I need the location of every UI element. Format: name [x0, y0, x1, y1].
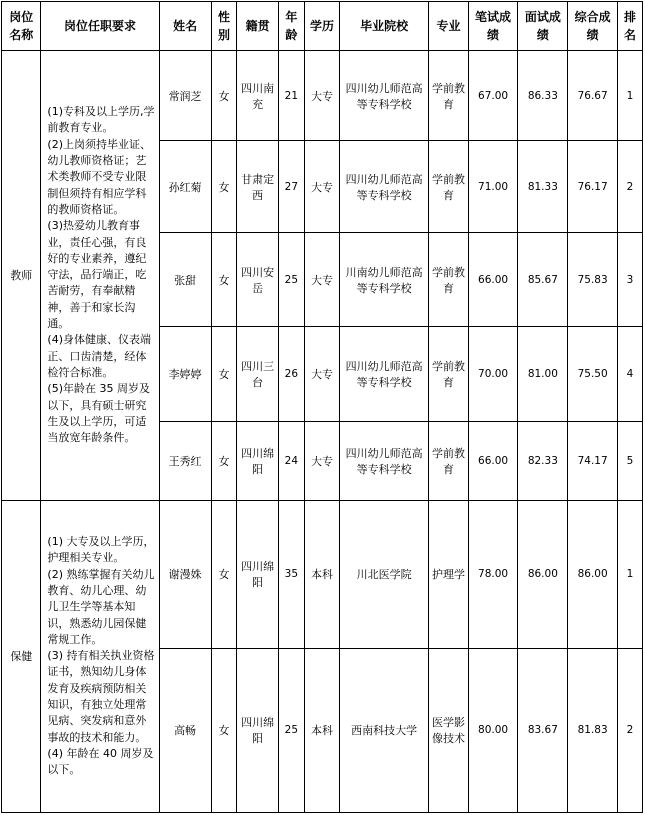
header-position: 岗位名称: [2, 2, 41, 51]
education-cell: 大专: [304, 51, 339, 141]
header-name: 姓名: [159, 2, 211, 51]
written-score-cell: 67.00: [468, 51, 518, 141]
school-cell: 四川幼儿师范高等专科学校: [340, 141, 429, 233]
position-cell: 教师: [2, 51, 41, 501]
total-score-cell: 76.67: [568, 51, 618, 141]
education-cell: 本科: [304, 648, 339, 812]
age-cell: 21: [278, 51, 304, 141]
total-score-cell: 86.00: [568, 500, 618, 648]
requirement-item: (2) 熟练掌握有关幼儿教育、幼儿心理、幼儿卫生学等基本知识，熟悉幼儿园保健常规工作。: [47, 567, 155, 646]
requirement-item: (5)年龄在 35 周岁及以下，具有硕士研究生及以上学历，可适当放宽年龄条件。: [47, 382, 150, 445]
name-cell: 谢漫姝: [159, 500, 211, 648]
education-cell: 本科: [304, 500, 339, 648]
written-score-cell: 66.00: [468, 233, 518, 327]
name-cell: 李婷婷: [159, 327, 211, 422]
native-place-cell: 四川安岳: [237, 233, 278, 327]
rank-cell: 5: [618, 422, 643, 500]
school-cell: 四川幼儿师范高等专科学校: [340, 422, 429, 500]
header-written: 笔试成绩: [468, 2, 518, 51]
rank-cell: 4: [618, 327, 643, 422]
age-cell: 25: [278, 233, 304, 327]
total-score-cell: 75.83: [568, 233, 618, 327]
header-rank: 排名: [618, 2, 643, 51]
gender-cell: 女: [211, 233, 237, 327]
rank-cell: 1: [618, 500, 643, 648]
native-place-cell: 四川绵阳: [237, 422, 278, 500]
header-school: 毕业院校: [340, 2, 429, 51]
interview-score-cell: 82.33: [518, 422, 568, 500]
age-cell: 27: [278, 141, 304, 233]
requirement-item: (4) 年龄在 40 周岁及以下。: [47, 746, 154, 777]
name-cell: 孙红菊: [159, 141, 211, 233]
total-score-cell: 74.17: [568, 422, 618, 500]
requirement-item: (1)专科及以上学历,学前教育专业。: [47, 105, 155, 135]
school-cell: 川南幼儿师范高等专科学校: [340, 233, 429, 327]
rank-cell: 1: [618, 51, 643, 141]
major-cell: 护理学: [429, 500, 468, 648]
major-cell: 学前教育: [429, 141, 468, 233]
header-row: [2, 2, 643, 51]
education-cell: 大专: [304, 422, 339, 500]
interview-score-cell: 85.67: [518, 233, 568, 327]
school-cell: 四川幼儿师范高等专科学校: [340, 327, 429, 422]
interview-score-cell: 86.33: [518, 51, 568, 141]
total-score-cell: 75.50: [568, 327, 618, 422]
native-place-cell: 四川绵阳: [237, 648, 278, 812]
written-score-cell: 70.00: [468, 327, 518, 422]
interview-score-cell: 86.00: [518, 500, 568, 648]
header-interview: 面试成绩: [518, 2, 568, 51]
education-cell: 大专: [304, 327, 339, 422]
total-score-cell: 81.83: [568, 648, 618, 812]
interview-score-cell: 81.33: [518, 141, 568, 233]
major-cell: 医学影像技术: [429, 648, 468, 812]
age-cell: 26: [278, 327, 304, 422]
age-cell: 24: [278, 422, 304, 500]
gender-cell: 女: [211, 648, 237, 812]
header-major: 专业: [429, 2, 468, 51]
gender-cell: 女: [211, 141, 237, 233]
gender-cell: 女: [211, 51, 237, 141]
age-cell: 25: [278, 648, 304, 812]
age-cell: 35: [278, 500, 304, 648]
header-age: 年龄: [278, 2, 304, 51]
native-place-cell: 四川绵阳: [237, 500, 278, 648]
requirements-cell: [41, 500, 159, 812]
major-cell: 学前教育: [429, 422, 468, 500]
education-cell: 大专: [304, 141, 339, 233]
rank-cell: 2: [618, 648, 643, 812]
native-place-cell: 甘肃定西: [237, 141, 278, 233]
written-score-cell: 78.00: [468, 500, 518, 648]
school-cell: 西南科技大学: [340, 648, 429, 812]
position-cell: 保健: [2, 500, 41, 812]
native-place-cell: 四川三台: [237, 327, 278, 422]
requirement-item: (1) 大专及以上学历，护理相关专业。: [47, 535, 155, 565]
interview-score-cell: 81.00: [518, 327, 568, 422]
name-cell: 王秀红: [159, 422, 211, 500]
results-table: [1, 1, 643, 813]
interview-score-cell: 83.67: [518, 648, 568, 812]
gender-cell: 女: [211, 422, 237, 500]
education-cell: 大专: [304, 233, 339, 327]
requirement-item: (3)热爱幼儿教育事业，责任心强，有良好的专业素养，遵纪守法，品行端正，吃苦耐劳，有奉献精神，善于和家长沟通。: [47, 219, 147, 331]
requirement-item: (4)身体健康、仪表端正、口齿清楚，经体检符合标准。: [47, 333, 151, 379]
written-score-cell: 66.00: [468, 422, 518, 500]
rank-cell: 3: [618, 233, 643, 327]
header-gender: 性别: [211, 2, 237, 51]
name-cell: 高畅: [159, 648, 211, 812]
table-row: [2, 51, 643, 141]
native-place-cell: 四川南充: [237, 51, 278, 141]
requirement-item: (3) 持有相关执业资格证书，熟知幼儿身体发育及疾病预防相关知识，有独立处理常见病、突发病和意外事故的技术和能力。: [47, 649, 155, 744]
school-cell: 四川幼儿师范高等专科学校: [340, 51, 429, 141]
school-cell: 川北医学院: [340, 500, 429, 648]
header-total: 综合成绩: [568, 2, 618, 51]
major-cell: 学前教育: [429, 327, 468, 422]
written-score-cell: 71.00: [468, 141, 518, 233]
header-education: 学历: [304, 2, 339, 51]
total-score-cell: 76.17: [568, 141, 618, 233]
requirements-cell: [41, 51, 159, 501]
requirement-item: (2)上岗须持毕业证、幼儿教师资格证；艺术类教师不受专业限制但须持有相应学科的教师资格证。: [47, 137, 151, 216]
gender-cell: 女: [211, 327, 237, 422]
rank-cell: 2: [618, 141, 643, 233]
gender-cell: 女: [211, 500, 237, 648]
written-score-cell: 80.00: [468, 648, 518, 812]
major-cell: 学前教育: [429, 51, 468, 141]
major-cell: 学前教育: [429, 233, 468, 327]
table-row: [2, 500, 643, 648]
header-requirements: 岗位任职要求: [41, 2, 159, 51]
name-cell: 张甜: [159, 233, 211, 327]
header-native-place: 籍贯: [237, 2, 278, 51]
name-cell: 常润芝: [159, 51, 211, 141]
